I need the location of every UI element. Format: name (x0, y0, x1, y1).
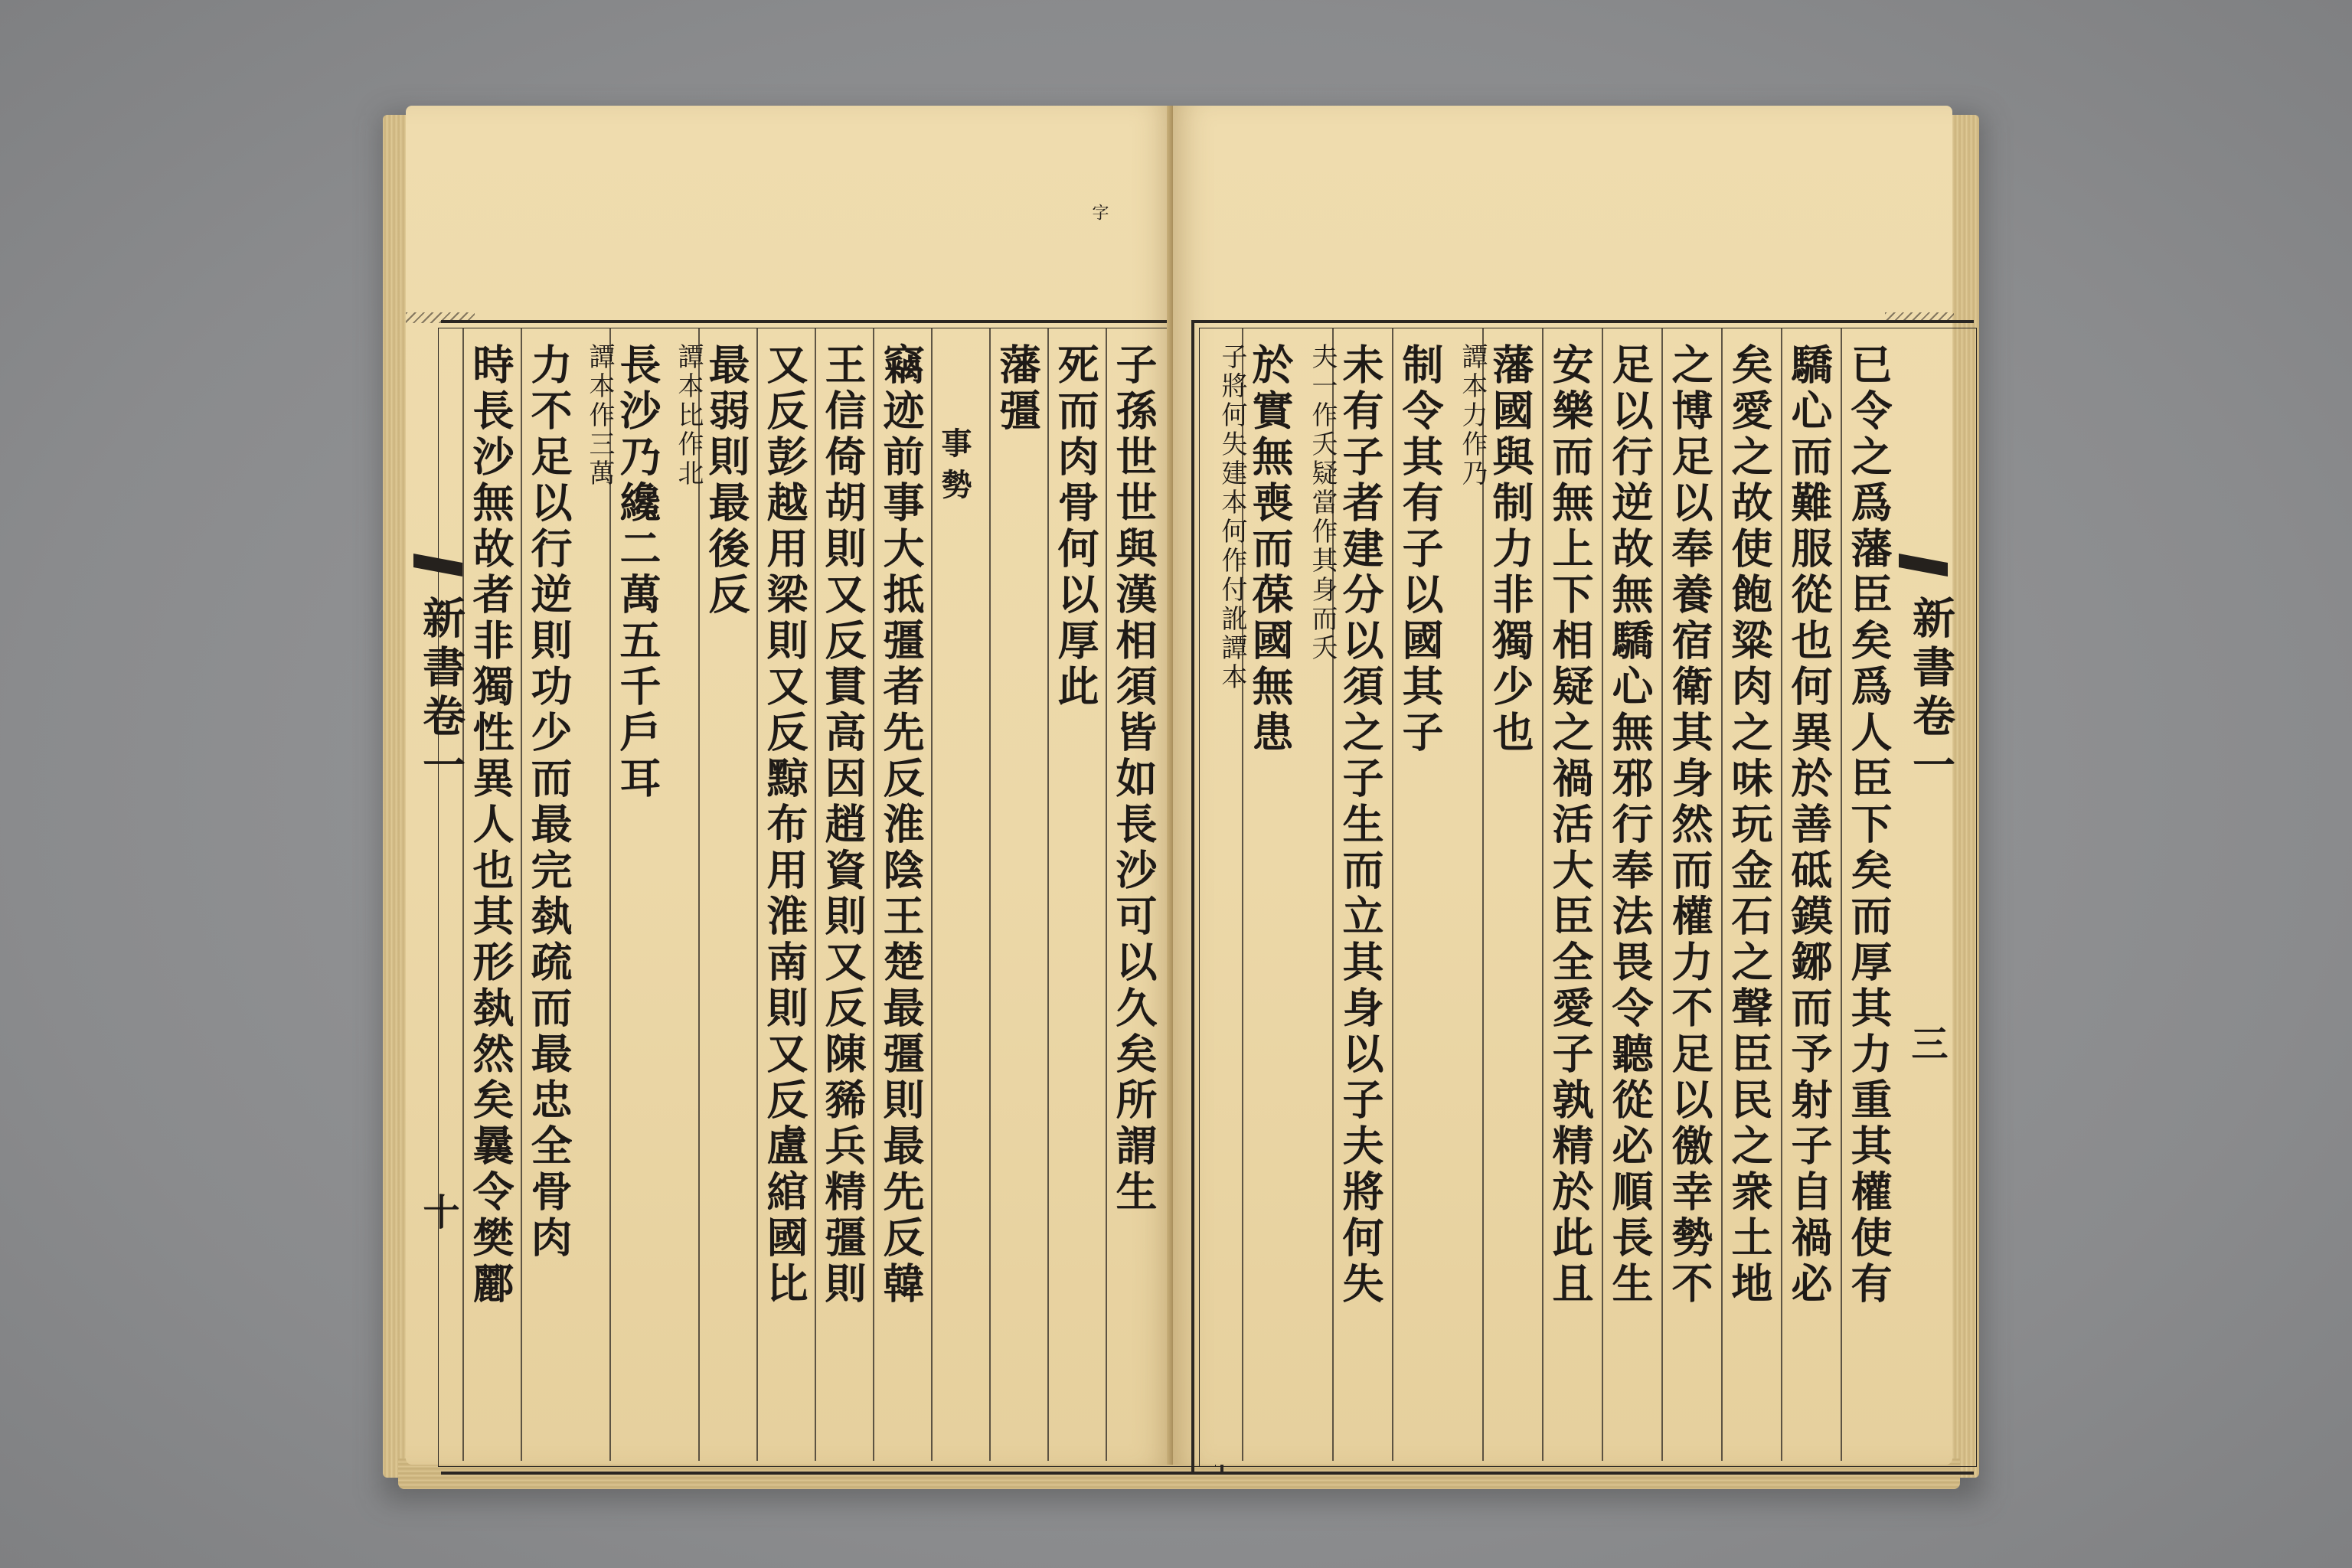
text-column: 又反彭越用梁則又反黥布用淮南則又反盧綰國比 (760, 343, 809, 1308)
text-column: 制令其有子以國其子 (1396, 343, 1445, 756)
text-column: 矣愛之故使飽粱肉之味玩金石之聲臣民之衆土地 (1725, 343, 1774, 1308)
column-rule (1661, 328, 1663, 1461)
column-rule (756, 328, 758, 1461)
text-column: 譚本作三萬 (584, 343, 615, 488)
text-column: 長沙乃纔二萬五千戶耳 (613, 343, 662, 802)
column-rule (521, 328, 522, 1461)
text-column: 藩國與制力非獨少也 (1486, 343, 1535, 756)
column-rule (1047, 328, 1049, 1461)
column-rule (1721, 328, 1723, 1461)
text-column: 之博足以奉養宿衛其身然而權力不足以徼幸勢不 (1665, 343, 1714, 1308)
text-column: 安樂而無上下相疑之禍活大臣全愛子孰精於此且 (1546, 343, 1595, 1308)
column-rule (1106, 328, 1107, 1461)
text-column: 未有子者建分以須之子生而立其身以子夫將何失 (1336, 343, 1385, 1308)
text-column: 譚本比作北 (673, 343, 704, 488)
column-rule (873, 328, 874, 1461)
text-column: 子孫世世與漢相須皆如長沙可以久矣所謂生 (1109, 343, 1158, 1216)
left-header-title: 新書卷一 (416, 596, 466, 792)
column-rule (462, 328, 464, 1461)
text-column: 夫一作夭疑當作其身而夭 (1307, 343, 1338, 663)
text-column: 驕心而難服從也何異於善砥鏌鋣而予射子自禍必 (1785, 343, 1834, 1308)
left-page (406, 106, 1173, 1465)
text-column: 時長沙無故者非獨性異人也其形埶然矣曩令樊酈 (466, 343, 515, 1308)
text-column: 竊迹前事大抵彊者先反淮陰王楚最彊則最先反韓 (877, 343, 926, 1308)
right-page (1173, 106, 1956, 1465)
right-header-title: 新書卷一 (1906, 596, 1956, 792)
column-rule (1392, 328, 1393, 1461)
text-column: 最弱則最後反 (702, 343, 751, 619)
column-rule (1602, 328, 1603, 1461)
text-column: 譚本力作乃 (1457, 343, 1488, 488)
column-rule (1781, 328, 1782, 1461)
text-column: 已令之爲藩臣矣爲人臣下矣而厚其力重其權使有 (1844, 343, 1893, 1308)
text-column: 足以行逆故無驕心無邪行奉法畏令聽從必順長生 (1606, 343, 1655, 1308)
column-rule (1841, 328, 1842, 1461)
right-page-number: 三 (1905, 1024, 1948, 1061)
left-page-number: 十 (416, 1193, 459, 1230)
text-column: 於實無喪而葆國無患 (1246, 343, 1295, 756)
text-column: 藩彊 (993, 343, 1042, 435)
column-rule (989, 328, 991, 1461)
text-column: 力不足以行逆則功少而最完埶疏而最忠全骨肉 (524, 343, 573, 1262)
text-column: 死而肉骨何以厚此 (1051, 343, 1100, 710)
text-column: 王信倚胡則又反貫高因趙資則又反陳豨兵精彊則 (818, 343, 867, 1308)
column-rule (1542, 328, 1544, 1461)
top-margin-mark: 字 (1089, 204, 1109, 220)
column-rule (815, 328, 816, 1461)
column-rule (931, 328, 933, 1461)
text-column: 子將何失建本何作付訛譚本 (1217, 343, 1247, 692)
text-column: 事勢 (936, 427, 972, 510)
